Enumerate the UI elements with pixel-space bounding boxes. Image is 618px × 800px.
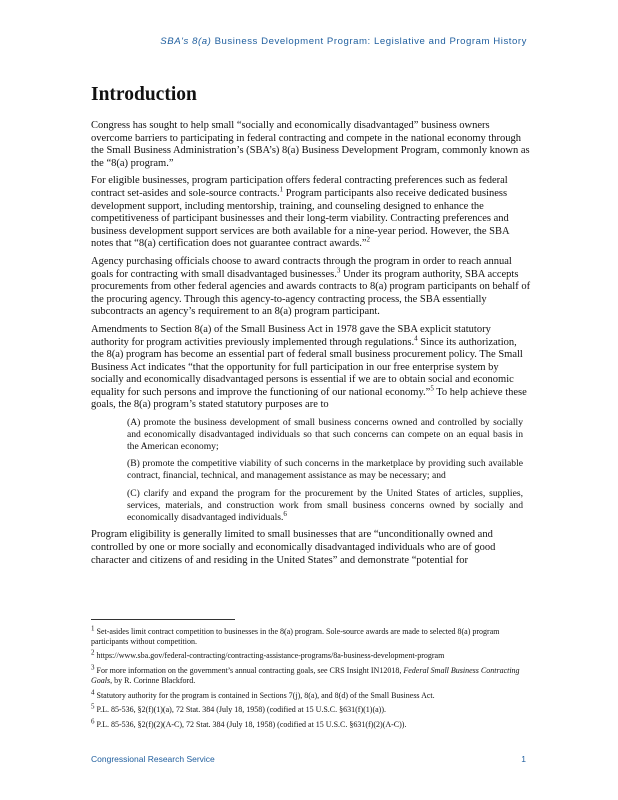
footnote-divider (91, 619, 235, 620)
footnote-5-text: P.L. 85-536, §2(f)(1)(a), 72 Stat. 384 (July 18, 1958) (codified at 15 U.S.C. §631(f)(1)(a)). (96, 705, 386, 715)
footnote-1 (91, 624, 531, 646)
footnote-2-link[interactable]: https://www.sba.gov/federal-contracting/contracting-assistance-programs/8a-business-development-program (96, 651, 445, 661)
paragraph-1: Congress has sought to help small “socially and economically disadvantaged” business owners overcome barriers to participating in federal contracting and compete in the national economy through the Small Business Administration’s (SBA’s) 8(a) Business Development Program, commonly known as the “8(a) program.” (91, 120, 530, 169)
footnote-number-2: 2 (91, 648, 95, 657)
footnote-number-5: 5 (91, 702, 95, 711)
page-title: Introduction (91, 84, 197, 105)
footnote-6-text: P.L. 85-536, §2(f)(2)(A-C), 72 Stat. 384 (July 18, 1958) (codified at 15 U.S.C. §631(f)(2)(A-C)). (96, 719, 407, 729)
paragraph-3-part-b: Under its program authority, SBA accepts procurements from other federal agencies and awards contracts to 8(a) program participants on behalf of the procuring agency. Through this agency-to-agency contracting process, the SBA essentially subcontracts an agency’s requirement to an 8(a) program participant. (91, 268, 531, 318)
footnote-ref-4[interactable]: 4 (414, 334, 418, 342)
footnote-number-6: 6 (91, 717, 95, 726)
footnote-ref-5[interactable]: 5 (430, 384, 434, 393)
quote-item-a: (A) promote the business development of small business concerns owned and controlled by socially and economically disadvantaged individuals so that such concerns can compete on an equal basis in the American economy; (127, 417, 523, 452)
page-number: 1 (521, 754, 526, 764)
footnote-3-text-c: , by R. Corinne Blackford. (110, 675, 196, 685)
paragraph-4-part-c: To help achieve these goals, the 8(a) program’s stated statutory purposes are to (91, 386, 527, 411)
paragraph-2 (91, 175, 531, 251)
header-acronym: SBA's 8(a) (160, 36, 212, 47)
footnote-5 (91, 702, 531, 715)
footnote-1-text: Set-asides limit contract competition to businesses in the 8(a) program. Sole-source awards are made to selected 8(a) program participants without competition. (91, 627, 500, 646)
quote-item-c (127, 488, 523, 523)
paragraph-3 (91, 256, 531, 319)
footnote-6 (91, 717, 531, 730)
paragraph-4-part-a: Amendments to Section 8(a) of the Small Business Act in 1978 gave the SBA explicit statutory authority for program activities previously implemented through regulations. (91, 323, 491, 348)
footnote-4-text: Statutory authority for the program is contained in Sections 7(j), 8(a), and 8(d) of the Small Business Act. (96, 690, 435, 700)
footer-publisher: Congressional Research Service (91, 754, 215, 764)
paragraph-2-part-a: For eligible businesses, program participation offers federal contracting preferences such as federal contract set-asides and sole-source contracts. (91, 175, 508, 199)
statutory-purposes-quote (127, 417, 523, 523)
footnote-number-1: 1 (91, 624, 95, 633)
paragraph-3-part-a: Agency purchasing officials choose to award contracts through the program in order to reach annual goals for contracting with small disadvantaged businesses. (91, 255, 512, 280)
quote-item-b: (B) promote the competitive viability of such concerns in the marketplace by providing such available contract, financial, technical, and management assistance as may be necessary; and (127, 458, 523, 482)
footnote-4 (91, 687, 531, 701)
quote-item-c-text: (C) clarify and expand the program for the procurement by the United States of articles, supplies, services, materials, and construction work from small business concerns owned by socially and economically disadvantaged individuals. (127, 488, 523, 523)
footnote-number-3: 3 (91, 663, 95, 672)
paragraph-2-part-b: Program participants also receive dedicated business development support, including mentorship, training, and counseling designed to enhance the competitiveness of participant businesses and their long-term viability. Contracting preferences and business development support services are both available for a nine-year period. However, the SBA notes that “8(a) certification does not guarantee contract awards.” (91, 187, 509, 250)
paragraph-5: Program eligibility is generally limited to small businesses that are “unconditionally owned and controlled by one or more socially and economically disadvantaged individuals who are of good character and citizens of and residing in the United States” and demonstrate “potential for (91, 529, 496, 566)
footnotes (91, 624, 531, 735)
footnote-ref-3[interactable]: 3 (336, 266, 341, 275)
footnote-ref-6[interactable]: 6 (283, 509, 287, 518)
paragraph-4-part-b: Since its authorization, the 8(a) program has become an essential part of federal small business procurement policy. The Small Business Act indicates “that the opportunity for full participation in our free enterprise system by socially and economically disadvantaged persons is essential if we are to obtain social and economic equality for such persons and improve the functioning of our national economy.” (91, 336, 523, 398)
footnote-3 (91, 663, 531, 685)
paragraph-4 (91, 324, 531, 412)
header-title: Business Development Program: Legislative and Program History (211, 36, 527, 47)
footnote-3-text-a: For more information on the government’s annual contracting goals, see CRS Insight IN12018, (96, 666, 404, 676)
footnote-3-report-title[interactable]: Federal Small Business Contracting Goals (91, 666, 520, 685)
footnote-2 (91, 648, 531, 661)
footnote-number-4: 4 (91, 687, 95, 696)
footnote-ref-2[interactable]: 2 (366, 235, 370, 244)
running-header (160, 36, 527, 47)
footnote-ref-1[interactable]: 1 (279, 185, 284, 194)
main-content (91, 80, 531, 572)
